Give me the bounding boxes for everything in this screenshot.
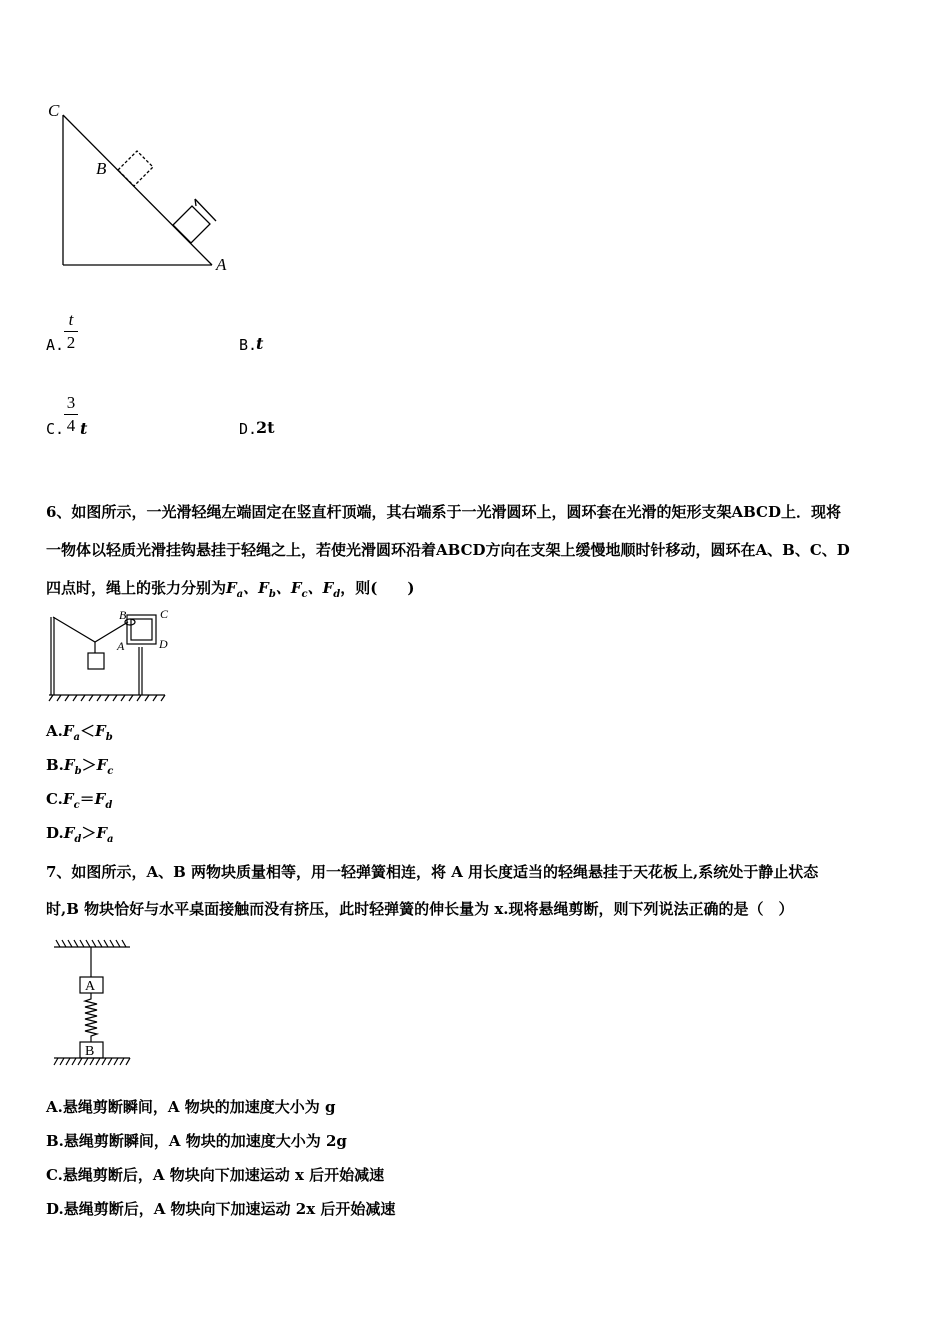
- q6-option-d: $D.F_d>F_a$: [46, 824, 114, 845]
- q5-option-b-label: B.: [239, 336, 258, 354]
- q7-label-a: A: [85, 979, 96, 994]
- label-b: B: [96, 159, 107, 178]
- q5-option-d-label: D.: [239, 420, 258, 438]
- label-a: A: [216, 255, 227, 274]
- spring-figure: [50, 937, 135, 1067]
- q7-label-b: B: [85, 1044, 95, 1059]
- frame-figure: [45, 605, 175, 702]
- q7-option-c: C.悬绳剪断后，A 物块向下加速运动 x 后开始减速: [46, 1166, 385, 1184]
- q5-option-b-value: t: [256, 334, 264, 353]
- q7-stem-line1: 7、如图所示，A、B 两物块质量相等，用一轻弹簧相连，将 A 用长度适当的轻绳悬挂于天花板上,系统处于静止状态: [46, 863, 819, 881]
- q6-label-b: B: [119, 608, 127, 622]
- label-c: C: [48, 101, 60, 120]
- q5-option-c-label: C.: [46, 420, 65, 438]
- q6-stem-line3: 四点时，绳上的张力分别为$F_a$、$F_b$、$F_c$、$F_d$，则( ): [46, 579, 415, 600]
- q6-option-a: $A.F_a<F_b$: [46, 722, 113, 743]
- q6-label-d: D: [159, 637, 168, 651]
- q6-stem-line1: 6、如图所示，一光滑轻绳左端固定在竖直杆顶端，其右端系于一光滑圆环上，圆环套在光滑的矩形支架ABCD上．现将: [46, 503, 841, 521]
- q6-option-c: $C.F_c=F_d$: [46, 790, 113, 811]
- q7-option-b: B.悬绳剪断瞬间，A 物块的加速度大小为 2g: [46, 1132, 347, 1150]
- q5-option-d-value: 2t: [256, 418, 275, 437]
- q5-option-c-fraction: 3 4: [64, 393, 78, 436]
- q6-label-c: C: [160, 607, 169, 621]
- q6-stem-line2: 一物体以轻质光滑挂钩悬挂于轻绳之上，若使光滑圆环沿着ABCD方向在支架上缓慢地顺时针移动，圆环在A、B、C、D: [46, 541, 850, 559]
- q5-option-c-var: t: [80, 419, 88, 438]
- q5-option-a-label: A.: [46, 336, 65, 354]
- q7-option-d: D.悬绳剪断后，A 物块向下加速运动 2x 后开始减速: [46, 1200, 396, 1218]
- q7-option-a: A.悬绳剪断瞬间，A 物块的加速度大小为 g: [46, 1098, 336, 1116]
- q7-stem-line2: 时,B 物块恰好与水平桌面接触而没有挤压，此时轻弹簧的伸长量为 x.现将悬绳剪断，则下列说法正确的是（ ）: [46, 900, 794, 918]
- q5-option-a-fraction: t 2: [64, 310, 78, 353]
- q6-option-b: $B.F_b>F_c$: [46, 756, 114, 777]
- incline-figure: [40, 95, 240, 280]
- q6-label-a: A: [117, 639, 125, 653]
